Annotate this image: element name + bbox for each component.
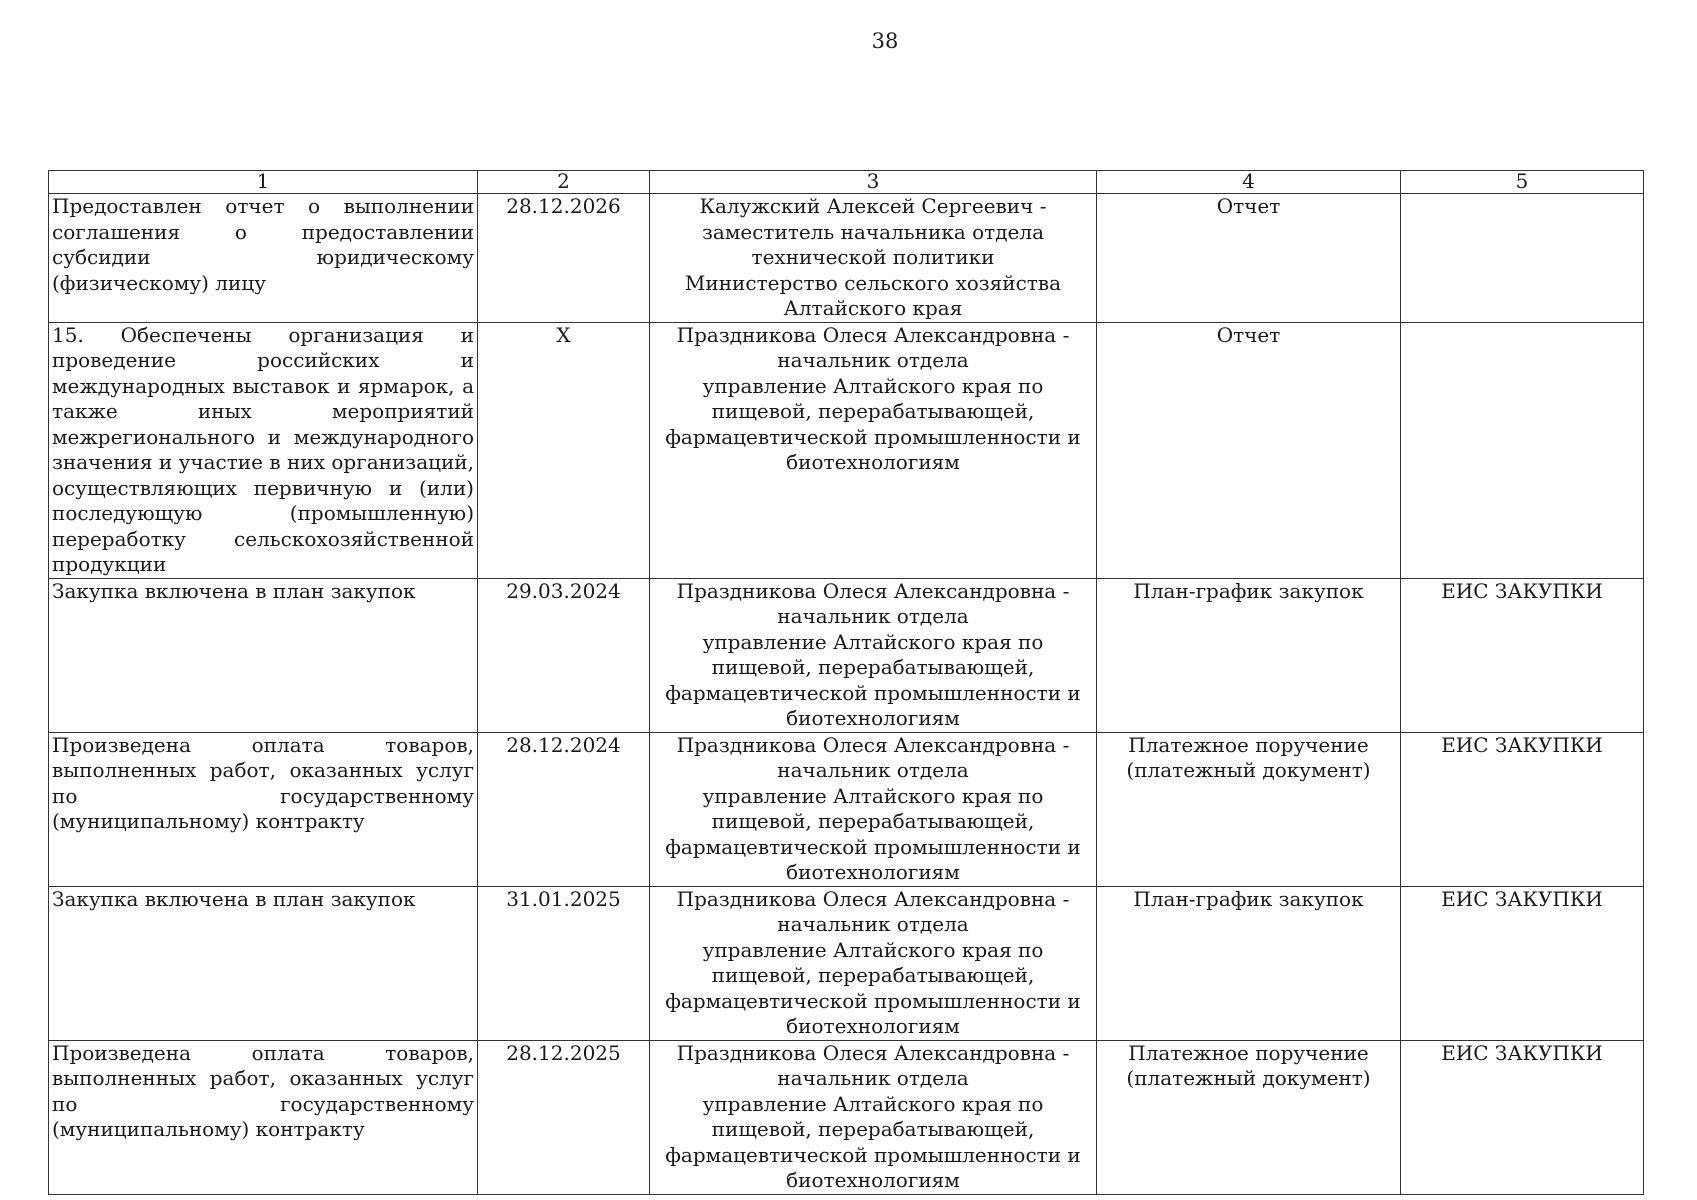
event-description: Предоставлен отчет о выполнении соглашения о предоставлении субсидии юридическому (физическому) лицу	[49, 194, 478, 323]
table-row	[49, 886, 1644, 1040]
column-header-2: 2	[478, 171, 650, 194]
responsible-person: Праздникова Олеся Александровна - начальник отдела	[676, 578, 1070, 628]
responsible-cell	[650, 578, 1097, 732]
responsible-organization: управление Алтайского края по пищевой, перерабатывающей, фармацевтической промышленности и биотехнологиям	[665, 373, 1081, 474]
event-description: 15. Обеспечены организация и проведение российских и международных выставок и ярмарок, а также иных мероприятий межрегионального и международного значения и участие в них организаций, осуществляющих первичную и (или) последующую (промышленную) переработку сельскохозяйственной продукции	[49, 322, 478, 578]
table-header-row	[49, 171, 1644, 194]
table-row	[49, 1040, 1644, 1194]
table-row	[49, 578, 1644, 732]
responsible-organization: управление Алтайского края по пищевой, перерабатывающей, фармацевтической промышленности и биотехнологиям	[665, 783, 1081, 884]
event-date: 31.01.2025	[478, 886, 650, 1040]
column-header-4: 4	[1097, 171, 1401, 194]
responsible-person: Калужский Алексей Сергеевич - заместитель начальника отдела технической политики	[699, 194, 1047, 269]
document-type: Отчет	[1097, 322, 1401, 578]
document-type: Платежное поручение (платежный документ)	[1097, 1040, 1401, 1194]
responsible-person: Праздникова Олеся Александровна - начальник отдела	[676, 322, 1070, 372]
information-system	[1401, 322, 1644, 578]
document-type: План-график закупок	[1097, 886, 1401, 1040]
event-date: 28.12.2024	[478, 732, 650, 886]
plan-table	[48, 170, 1644, 1195]
responsible-cell	[650, 886, 1097, 1040]
information-system: ЕИС ЗАКУПКИ	[1401, 1040, 1644, 1194]
table-row	[49, 194, 1644, 323]
responsible-organization: управление Алтайского края по пищевой, перерабатывающей, фармацевтической промышленности и биотехнологиям	[665, 629, 1081, 730]
table-row	[49, 322, 1644, 578]
column-header-5: 5	[1401, 171, 1644, 194]
information-system: ЕИС ЗАКУПКИ	[1401, 578, 1644, 732]
responsible-person: Праздникова Олеся Александровна - начальник отдела	[676, 1040, 1070, 1090]
event-description: Произведена оплата товаров, выполненных работ, оказанных услуг по государственному (муниципальному) контракту	[49, 732, 478, 886]
responsible-organization: управление Алтайского края по пищевой, перерабатывающей, фармацевтической промышленности и биотехнологиям	[665, 937, 1081, 1038]
column-header-1: 1	[49, 171, 478, 194]
table-row	[49, 732, 1644, 886]
responsible-cell	[650, 194, 1097, 323]
event-description: Произведена оплата товаров, выполненных работ, оказанных услуг по государственному (муниципальному) контракту	[49, 1040, 478, 1194]
event-description: Закупка включена в план закупок	[49, 886, 478, 1040]
event-description: Закупка включена в план закупок	[49, 578, 478, 732]
information-system	[1401, 194, 1644, 323]
responsible-organization: Министерство сельского хозяйства Алтайского края	[684, 270, 1062, 320]
column-header-3: 3	[650, 171, 1097, 194]
event-date: 28.12.2025	[478, 1040, 650, 1194]
event-date: 28.12.2026	[478, 194, 650, 323]
document-type: Платежное поручение (платежный документ)	[1097, 732, 1401, 886]
responsible-cell	[650, 322, 1097, 578]
information-system: ЕИС ЗАКУПКИ	[1401, 886, 1644, 1040]
document-type: План-график закупок	[1097, 578, 1401, 732]
responsible-person: Праздникова Олеся Александровна - начальник отдела	[676, 732, 1070, 782]
event-date: 29.03.2024	[478, 578, 650, 732]
responsible-cell	[650, 1040, 1097, 1194]
information-system: ЕИС ЗАКУПКИ	[1401, 732, 1644, 886]
page-number: 38	[871, 29, 899, 53]
responsible-person: Праздникова Олеся Александровна - начальник отдела	[676, 886, 1070, 936]
responsible-cell	[650, 732, 1097, 886]
responsible-organization: управление Алтайского края по пищевой, перерабатывающей, фармацевтической промышленности и биотехнологиям	[665, 1091, 1081, 1192]
event-date: X	[478, 322, 650, 578]
document-type: Отчет	[1097, 194, 1401, 323]
